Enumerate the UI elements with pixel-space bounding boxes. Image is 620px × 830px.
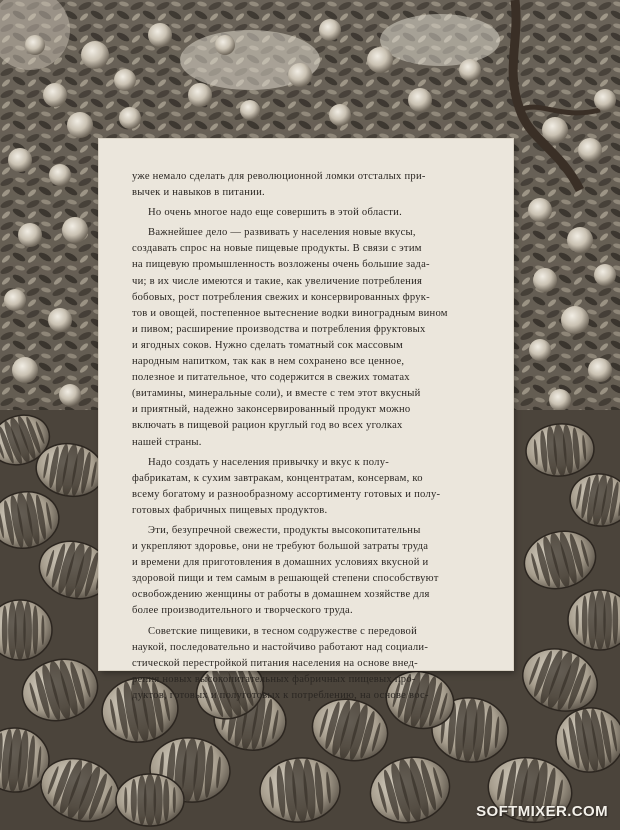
text-line: готовых фабричных пищевых продуктов. [132,504,328,516]
text-line: более производительного и творческого труда. [132,605,353,617]
text-line: освобождению женщины от работы в домашнем хозяйстве для [132,589,430,601]
text-line: народным напитком, так как в нем сохранено все ценное, [132,356,405,368]
text-line: дуктов, готовых и полуготовых к потреблению, на основе вос- [132,689,429,701]
text-line: Надо создать у населения привычку и вкус к полу- [148,456,390,468]
text-line: бобовых, рост потребления свежих и консервированных фрук- [132,291,430,303]
text-line: тов и овощей, постепенное вытеснение водки виноградным вином [132,307,448,319]
text-line: стической перестройкой питания населения на основе внед- [132,657,418,669]
text-line: включать в пищевой рацион круглый год во всех уголках [132,420,403,432]
text-line: Эти, безупречной свежести, продукты высокопитательны [148,524,421,536]
text-line: всему богатому и разнообразному ассортименту готовых и полу- [132,488,441,500]
text-line: вычек и навыков в питании. [132,187,265,199]
paragraph [132,225,493,450]
text-line: фабрикатам, к сухим завтракам, концентратам, консервам, ко [132,472,423,484]
text-line: и приятный, надежно законсервированный продукт можно [132,404,411,416]
text-line: полезное и питательное, что содержится в свежих томатах [132,372,410,384]
article-text [132,169,493,704]
text-line: рения новых высокопитательных фабричных пищевых про- [132,673,416,685]
text-line: Советские пищевики, в тесном содружестве с передовой [148,625,418,637]
paragraph [132,205,493,221]
text-line: (витамины, минеральные соли), и вместе с тем этот вкусный [132,388,421,400]
text-line: и ягодных соков. Нужно сделать томатный сок массовым [132,339,403,351]
text-line: и укрепляют здоровье, они не требуют большой затраты труда [132,541,429,553]
paragraph [132,169,493,201]
text-card [99,139,513,701]
watermark: SOFTMIXER.COM [476,803,608,820]
text-line: на пищевую промышленность возложены очень большие зада- [132,259,430,271]
text-line: создавать спрос на новые пищевые продукты. В связи с этим [132,243,422,255]
text-line: здоровой пищи и тем самым в решающей степени способствуют [132,573,439,585]
text-line: нашей страны. [132,436,202,448]
text-line: Важнейшее дело — развивать у населения новые вкусы, [148,227,416,239]
text-line: чи; в их числе имеются и такие, как увеличение потребления [132,275,423,287]
text-line: наукой, последовательно и настойчиво работают над социали- [132,641,429,653]
paragraph [132,624,493,704]
paragraph [132,523,493,620]
text-line: и пивом; расширение производства и потребления фруктовых [132,323,426,335]
text-line: Но очень многое надо еще совершить в этой области. [148,207,402,219]
melon [116,774,184,826]
paragraph [132,455,493,519]
text-line: и времени для приготовления в домашних условиях вкусной и [132,557,429,569]
text-line: уже немало сделать для революционной ломки отсталых при- [132,171,426,182]
